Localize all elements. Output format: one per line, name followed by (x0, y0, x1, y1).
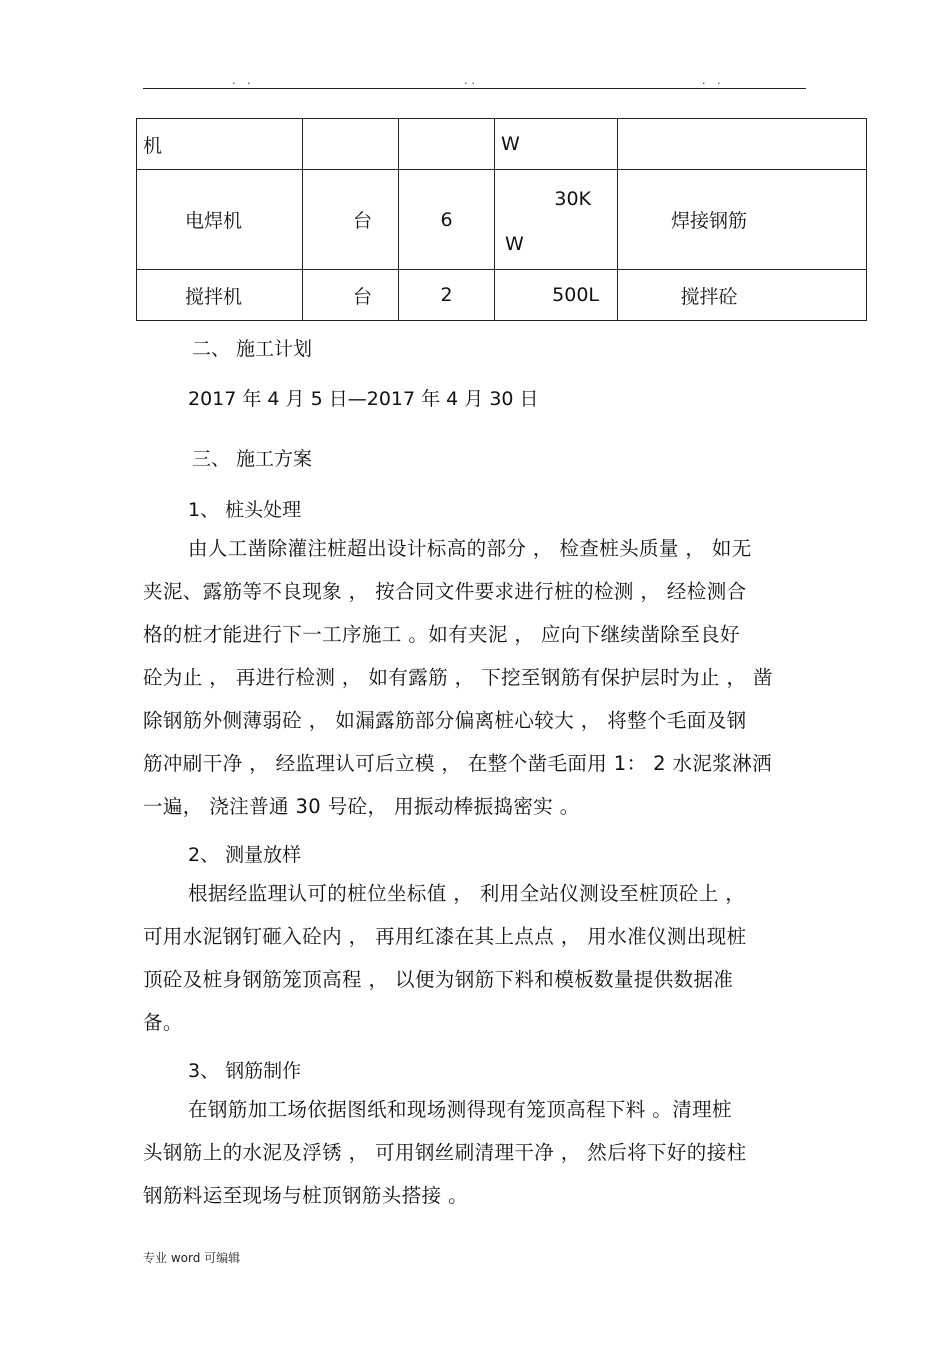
cell-use: 焊接钢筋 (618, 170, 867, 270)
paragraph-line: 在钢筋加工场依据图纸和现场测得现有笼顶高程下料 。清理桩 (188, 1098, 732, 1121)
plan-title: 二、 施工计划 (192, 338, 313, 360)
table-row (137, 270, 867, 321)
cell-use: 搅拌砼 (618, 270, 867, 321)
cell-unit: 台 (303, 270, 399, 321)
paragraph-line: 头钢筋上的水泥及浮锈 ， 可用钢丝刷清理干净 ， 然后将下好的接柱 (143, 1141, 747, 1164)
paragraph-line: 除钢筋外侧薄弱砼 ， 如漏露筋部分偏离桩心较大 ， 将整个毛面及钢 (143, 709, 747, 732)
equipment-table (136, 118, 867, 321)
cell-qty: 6 (399, 170, 495, 270)
plan-date: 2017 年 4 月 5 日—2017 年 4 月 30 日 (188, 388, 539, 410)
paragraph-line: 筋冲刷干净 ， 经监理认可后立模 ， 在整个凿毛面用 1： 2 水泥浆淋洒 (143, 752, 773, 775)
paragraph-line: 一遍， 浇注普通 30 号砼， 用振动棒振捣密实 。 (143, 795, 580, 818)
cell-spec-top: 30K (554, 188, 591, 210)
section-3-title: 3、 钢筋制作 (188, 1060, 302, 1082)
paragraph-line: 由人工凿除灌注桩超出设计标高的部分 ， 检查桩头质量 ， 如无 (188, 537, 752, 560)
paragraph-line: 可用水泥钢钉砸入砼内 ， 再用红漆在其上点点 ， 用水准仪测出现桩 (143, 925, 747, 948)
section-3-body (143, 1088, 807, 1217)
cell-qty: 2 (399, 270, 495, 321)
header-rule (143, 88, 806, 89)
cell-name: 机 (137, 119, 303, 170)
section-2-body (143, 872, 807, 1044)
cell-name: 电焊机 (137, 170, 303, 270)
cell-use (618, 119, 867, 170)
paragraph-line: 备。 (143, 1011, 183, 1034)
scheme-title: 三、 施工方案 (192, 448, 313, 470)
table-row (137, 170, 867, 270)
cell-spec (495, 170, 618, 270)
section-1-body (143, 527, 807, 828)
table-row (137, 119, 867, 170)
paragraph-line: 根据经监理认可的桩位坐标值 ， 利用全站仪测设至桩顶砼上 ， (188, 882, 746, 905)
cell-unit: 台 (303, 170, 399, 270)
cell-spec: 500L (495, 270, 618, 321)
cell-unit (303, 119, 399, 170)
paragraph-line: 砼为止 ， 再进行检测 ， 如有露筋 ， 下挖至钢筋有保护层时为止 ， 凿 (143, 666, 773, 689)
paragraph-line: 格的桩才能进行下一工序施工 。如有夹泥 ， 应向下继续凿除至良好 (143, 623, 740, 646)
paragraph-line: 钢筋料运至现场与桩顶钢筋头搭接 。 (143, 1184, 468, 1207)
section-2-title: 2、 测量放样 (188, 844, 302, 866)
page-footer: 专业 word 可编辑 (143, 1251, 241, 1265)
header-dots-right: . . (702, 74, 725, 87)
cell-spec: W (495, 119, 618, 170)
cell-spec-bottom: W (505, 233, 524, 255)
header-dots-left: . . (232, 74, 255, 87)
header-dots-mid: .. (464, 74, 479, 87)
cell-qty (399, 119, 495, 170)
cell-name: 搅拌机 (137, 270, 303, 321)
section-1-title: 1、 桩头处理 (188, 499, 302, 521)
paragraph-line: 夹泥、露筋等不良现象 ， 按合同文件要求进行桩的检测 ， 经检测合 (143, 580, 747, 603)
paragraph-line: 顶砼及桩身钢筋笼顶高程 ， 以便为钢筋下料和模板数量提供数据准 (143, 968, 734, 991)
